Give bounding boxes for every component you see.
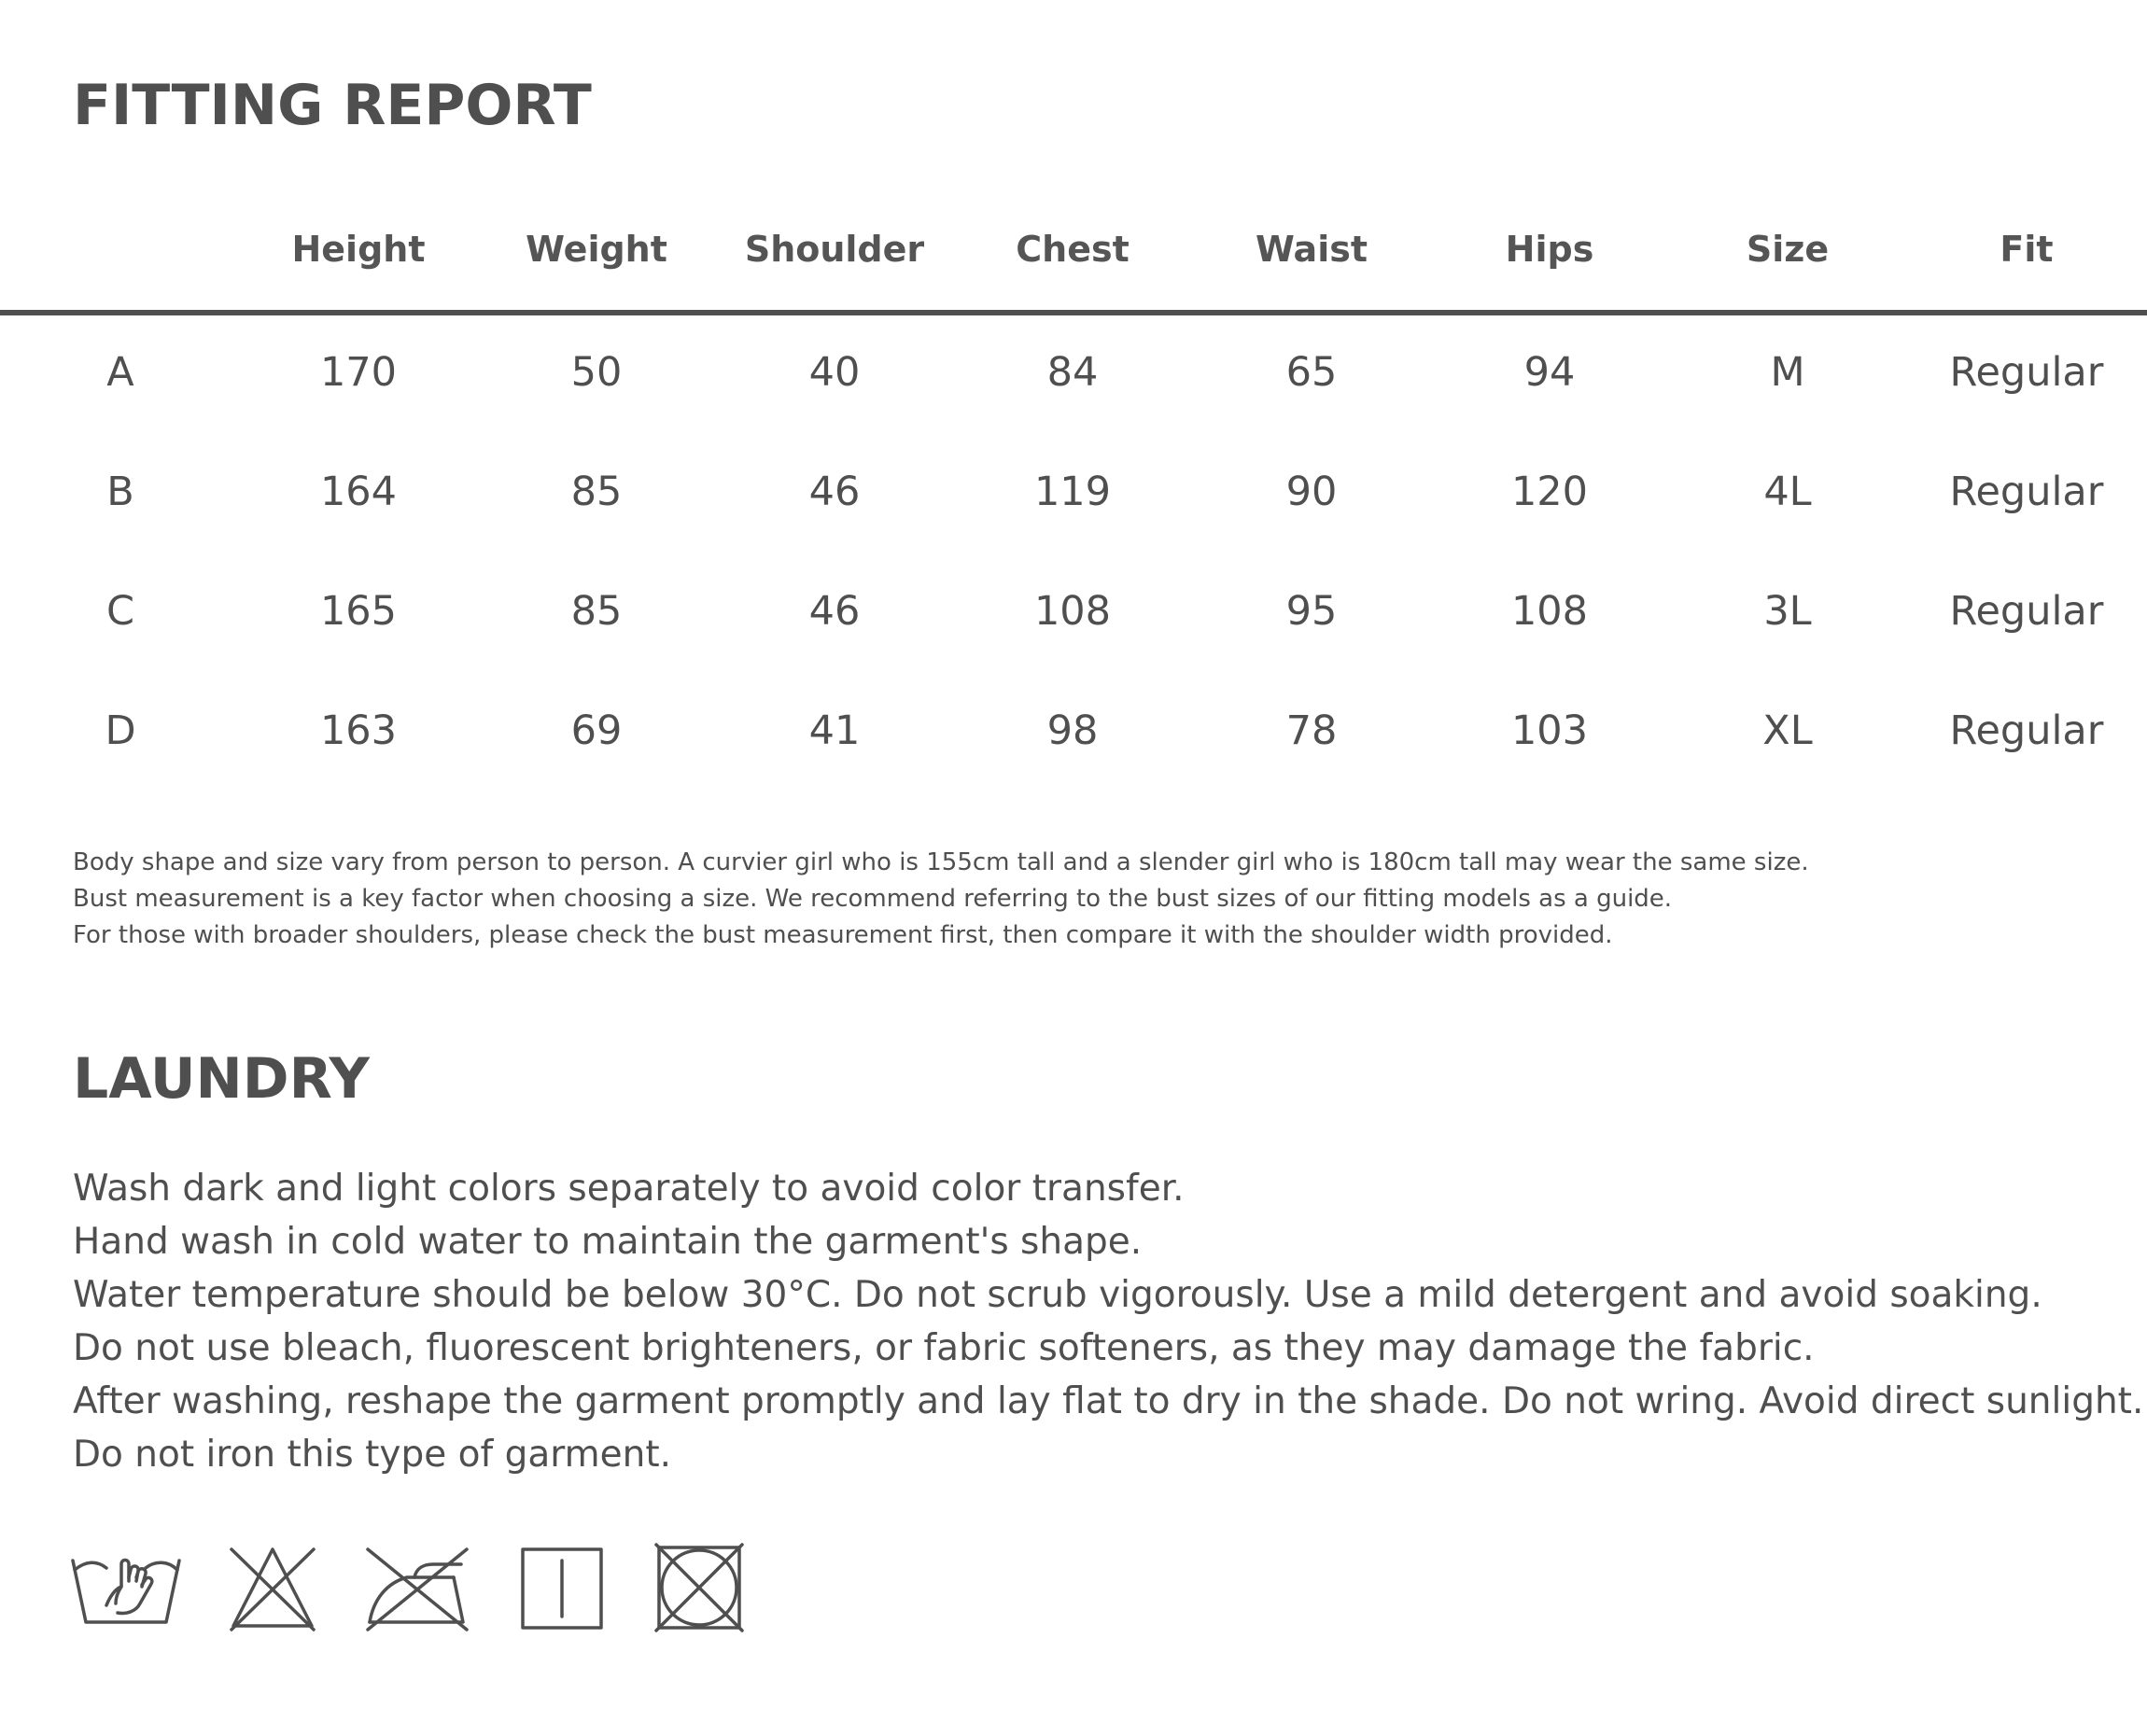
table-header-divider <box>0 310 2147 315</box>
cell-hips: 94 <box>1523 349 1576 396</box>
cell-height: 163 <box>319 707 398 754</box>
cell-fit: Regular <box>1949 349 2104 396</box>
cell-size: M <box>1770 349 1805 396</box>
column-header-size: Size <box>1746 229 1830 270</box>
cell-size: 4L <box>1763 469 1812 515</box>
cell-weight: 85 <box>570 588 623 635</box>
laundry-line: Water temperature should be below 30°C. Do not scrub vigorously. Use a mild detergent and avoid soaking. <box>73 1274 2042 1316</box>
cell-fit: Regular <box>1949 707 2104 754</box>
do-not-iron-icon <box>364 1546 470 1631</box>
cell-chest: 108 <box>1033 588 1112 635</box>
fitting-note-line: Bust measurement is a key factor when choosing a size. We recommend referring to the bust sizes of our fitting models as a guide. <box>73 885 1673 913</box>
cell-height: 165 <box>319 588 398 635</box>
cell-hips: 103 <box>1510 707 1589 754</box>
cell-shoulder: 41 <box>808 707 861 754</box>
laundry-line: Do not use bleach, fluorescent brighteners, or fabric softeners, as they may damage the fabric. <box>73 1327 1815 1369</box>
cell-weight: 69 <box>570 707 623 754</box>
cell-chest: 98 <box>1046 707 1099 754</box>
laundry-line: Wash dark and light colors separately to avoid color transfer. <box>73 1168 1185 1210</box>
column-header-height: Height <box>291 229 426 270</box>
fitting-report-title: FITTING REPORT <box>73 73 592 138</box>
cell-weight: 85 <box>570 469 623 515</box>
row-label: A <box>106 349 134 396</box>
laundry-line: After washing, reshape the garment promptly and lay flat to dry in the shade. Do not wring. Avoid direct sunlight. <box>73 1380 2144 1422</box>
column-header-chest: Chest <box>1016 229 1130 270</box>
cell-size: 3L <box>1763 588 1812 635</box>
column-header-fit: Fit <box>2000 229 2054 270</box>
cell-waist: 78 <box>1285 707 1338 754</box>
column-header-weight: Weight <box>526 229 667 270</box>
hand-wash-icon <box>69 1549 183 1626</box>
fitting-note-line: For those with broader shoulders, please check the bust measurement first, then compare it with the shoulder width provided. <box>73 921 1613 949</box>
cell-hips: 108 <box>1510 588 1589 635</box>
row-label: B <box>106 469 134 515</box>
row-label: D <box>105 707 136 754</box>
cell-height: 170 <box>319 349 398 396</box>
do-not-tumble-dry-icon <box>653 1542 745 1633</box>
cell-fit: Regular <box>1949 588 2104 635</box>
fitting-note-line: Body shape and size vary from person to person. A curvier girl who is 155cm tall and a slender girl who is 180cm tall may wear the same size. <box>73 848 1809 876</box>
fitting-notes <box>73 845 1809 954</box>
cell-shoulder: 46 <box>808 588 861 635</box>
do-not-bleach-icon <box>228 1546 317 1631</box>
laundry-line: Hand wash in cold water to maintain the garment's shape. <box>73 1221 1143 1263</box>
laundry-instructions <box>73 1162 2143 1481</box>
cell-size: XL <box>1762 707 1813 754</box>
cell-fit: Regular <box>1949 469 2104 515</box>
cell-waist: 90 <box>1285 469 1338 515</box>
dry-flat-icon <box>519 1546 605 1631</box>
cell-waist: 65 <box>1285 349 1338 396</box>
cell-chest: 84 <box>1046 349 1099 396</box>
column-header-hips: Hips <box>1505 229 1594 270</box>
row-label: C <box>105 588 135 635</box>
cell-chest: 119 <box>1033 469 1112 515</box>
column-header-shoulder: Shoulder <box>744 229 925 270</box>
cell-height: 164 <box>319 469 398 515</box>
cell-shoulder: 40 <box>808 349 861 396</box>
cell-shoulder: 46 <box>808 469 861 515</box>
cell-weight: 50 <box>570 349 623 396</box>
column-header-waist: Waist <box>1255 229 1368 270</box>
cell-hips: 120 <box>1510 469 1589 515</box>
cell-waist: 95 <box>1285 588 1338 635</box>
laundry-title: LAUNDRY <box>73 1046 370 1112</box>
laundry-line: Do not iron this type of garment. <box>73 1434 672 1476</box>
